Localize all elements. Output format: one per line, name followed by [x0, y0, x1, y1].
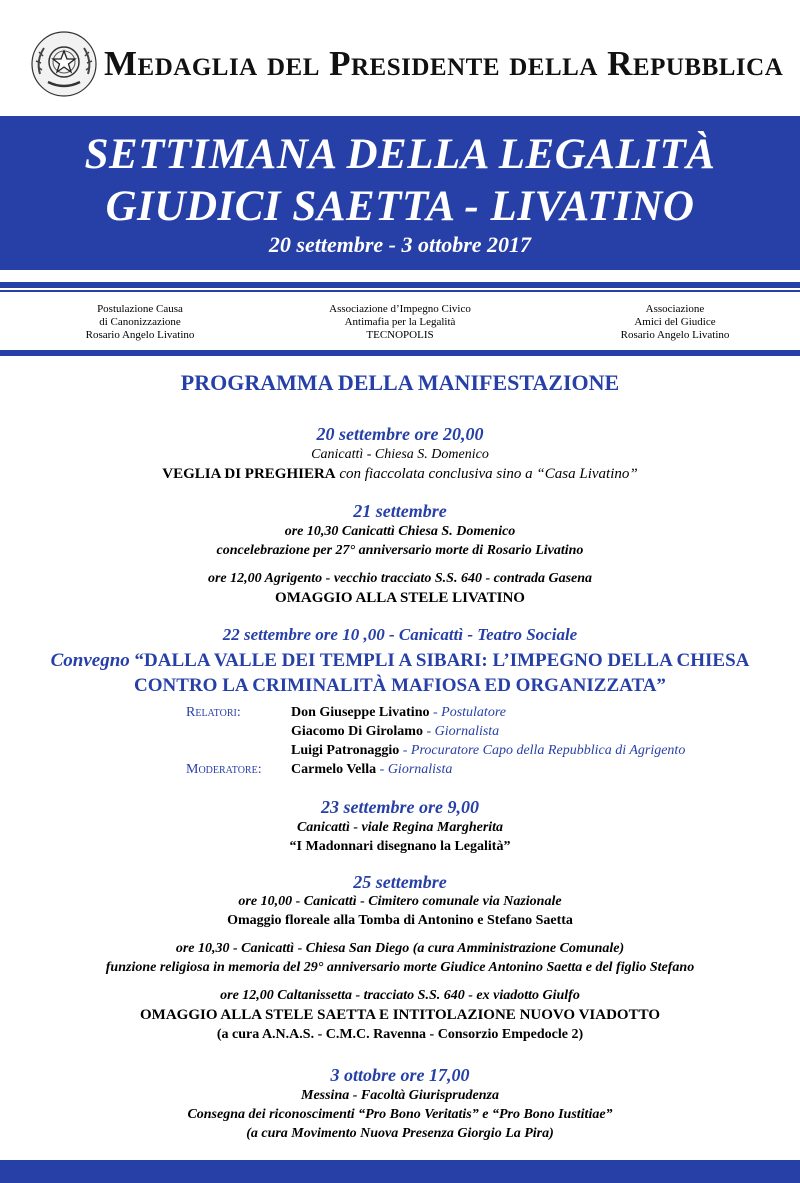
event-title-bold: VEGLIA DI PREGHIERA	[162, 466, 336, 482]
speaker-role: - Giornalista	[422, 724, 500, 739]
event-line: OMAGGIO ALLA STELE SAETTA E INTITOLAZIONE NUOVO VIADOTTO	[140, 1007, 660, 1023]
bottom-bar	[0, 1160, 800, 1183]
event-line: ore 10,30 - Canicattì - Chiesa San Diego (a cura Amministrazione Comunale)	[175, 941, 625, 956]
moderator-name: Carmelo Vella	[291, 762, 377, 777]
moderator	[291, 762, 452, 778]
association-line: Amici del Giudice	[634, 316, 716, 328]
event-line: funzione religiosa in memoria del 29° anniversario morte Giudice Antonino Saetta e del figlio Stefano	[105, 960, 695, 975]
event-line: ore 12,00 Agrigento - vecchio tracciato S.S. 640 - contrada Gasena	[207, 571, 593, 586]
association-3	[590, 303, 760, 342]
event-title	[0, 466, 800, 483]
event-title-rest: con fiaccolata conclusiva sino a “Casa Livatino”	[335, 466, 638, 482]
speaker-name: Luigi Patronaggio	[291, 743, 400, 758]
convegno-title-line1	[0, 650, 800, 672]
association-2	[300, 303, 500, 342]
association-line: Rosario Angelo Livatino	[620, 329, 730, 341]
association-line: TECNOPOLIS	[366, 329, 434, 341]
association-line: Associazione d’Impegno Civico	[329, 303, 471, 315]
event-line: Omaggio floreale alla Tomba di Antonino e Stefano Saetta	[227, 913, 573, 928]
banner-title-line2: GIUDICI SAETTA - LIVATINO	[105, 183, 695, 230]
speaker-name: Giacomo Di Girolamo	[291, 724, 423, 739]
convegno-label: Convegno	[50, 650, 130, 671]
event-line: Canicattì - viale Regina Margherita	[296, 820, 504, 835]
convegno-text: “DALLA VALLE DEI TEMPLI A SIBARI: L’IMPEGNO DELLA CHIESA	[129, 650, 750, 671]
association-1	[60, 303, 220, 342]
header-title: Medaglia del Presidente della Repubblica	[104, 44, 784, 83]
event-line: (a cura Movimento Nuova Presenza Giorgio La Pira)	[246, 1126, 554, 1141]
event-line: ore 12,00 Caltanissetta - tracciato S.S. 640 - ex viadotto Giulfo	[220, 988, 580, 1003]
event-date: 3 ottobre ore 17,00	[330, 1065, 470, 1085]
republic-emblem-icon	[30, 30, 98, 98]
divider-stripe	[0, 282, 800, 288]
event-line: OMAGGIO ALLA STELE LIVATINO	[275, 590, 525, 606]
association-line: di Canonizzazione	[99, 316, 181, 328]
speaker-role: - Procuratore Capo della Repubblica di Agrigento	[399, 743, 686, 758]
association-line: Rosario Angelo Livatino	[85, 329, 195, 341]
event-date: 20 settembre ore 20,00	[316, 424, 484, 444]
event-line: “I Madonnari disegnano la Legalità”	[289, 839, 511, 854]
relatori-label: Relatori:	[186, 705, 241, 720]
event-date: 25 settembre	[353, 872, 447, 892]
event-line: concelebrazione per 27° anniversario morte di Rosario Livatino	[216, 543, 584, 558]
speaker-role: - Postulatore	[429, 705, 506, 720]
banner-title-line1: SETTIMANA DELLA LEGALITÀ	[84, 131, 716, 178]
event-line: Messina - Facoltà Giurisprudenza	[301, 1088, 499, 1103]
event-line: ore 10,30 Canicattì Chiesa S. Domenico	[284, 524, 516, 539]
banner-dates: 20 settembre - 3 ottobre 2017	[268, 232, 532, 257]
event-date: 22 settembre ore 10 ,00 - Canicattì - Teatro Sociale	[222, 625, 578, 644]
event-date: 21 settembre	[353, 501, 447, 521]
convegno-title-line2: CONTRO LA CRIMINALITÀ MAFIOSA ED ORGANIZZATA”	[134, 675, 666, 696]
association-line: Associazione	[645, 303, 705, 315]
event-date: 23 settembre ore 9,00	[321, 797, 479, 817]
event-line: (a cura A.N.A.S. - C.M.C. Ravenna - Consorzio Empedocle 2)	[216, 1027, 584, 1042]
association-line: Postulazione Causa	[97, 303, 183, 315]
page-header	[0, 0, 800, 112]
association-line: Antimafia per la Legalità	[344, 316, 456, 328]
event-line: ore 10,00 - Canicattì - Cimitero comunale via Nazionale	[238, 894, 562, 909]
event-line: Consegna dei riconoscimenti “Pro Bono Veritatis” e “Pro Bono Iustitiae”	[187, 1107, 613, 1122]
moderator-role: - Giornalista	[376, 762, 453, 777]
speaker	[291, 743, 685, 759]
speaker	[291, 705, 506, 721]
divider-stripe	[0, 350, 800, 356]
speaker	[291, 724, 499, 740]
event-place: Canicattì - Chiesa S. Domenico	[311, 447, 489, 462]
divider-stripe-thin	[0, 290, 800, 292]
program-title: PROGRAMMA DELLA MANIFESTAZIONE	[180, 370, 620, 395]
moderatore-label: Moderatore:	[186, 762, 262, 777]
speaker-name: Don Giuseppe Livatino	[291, 705, 430, 720]
